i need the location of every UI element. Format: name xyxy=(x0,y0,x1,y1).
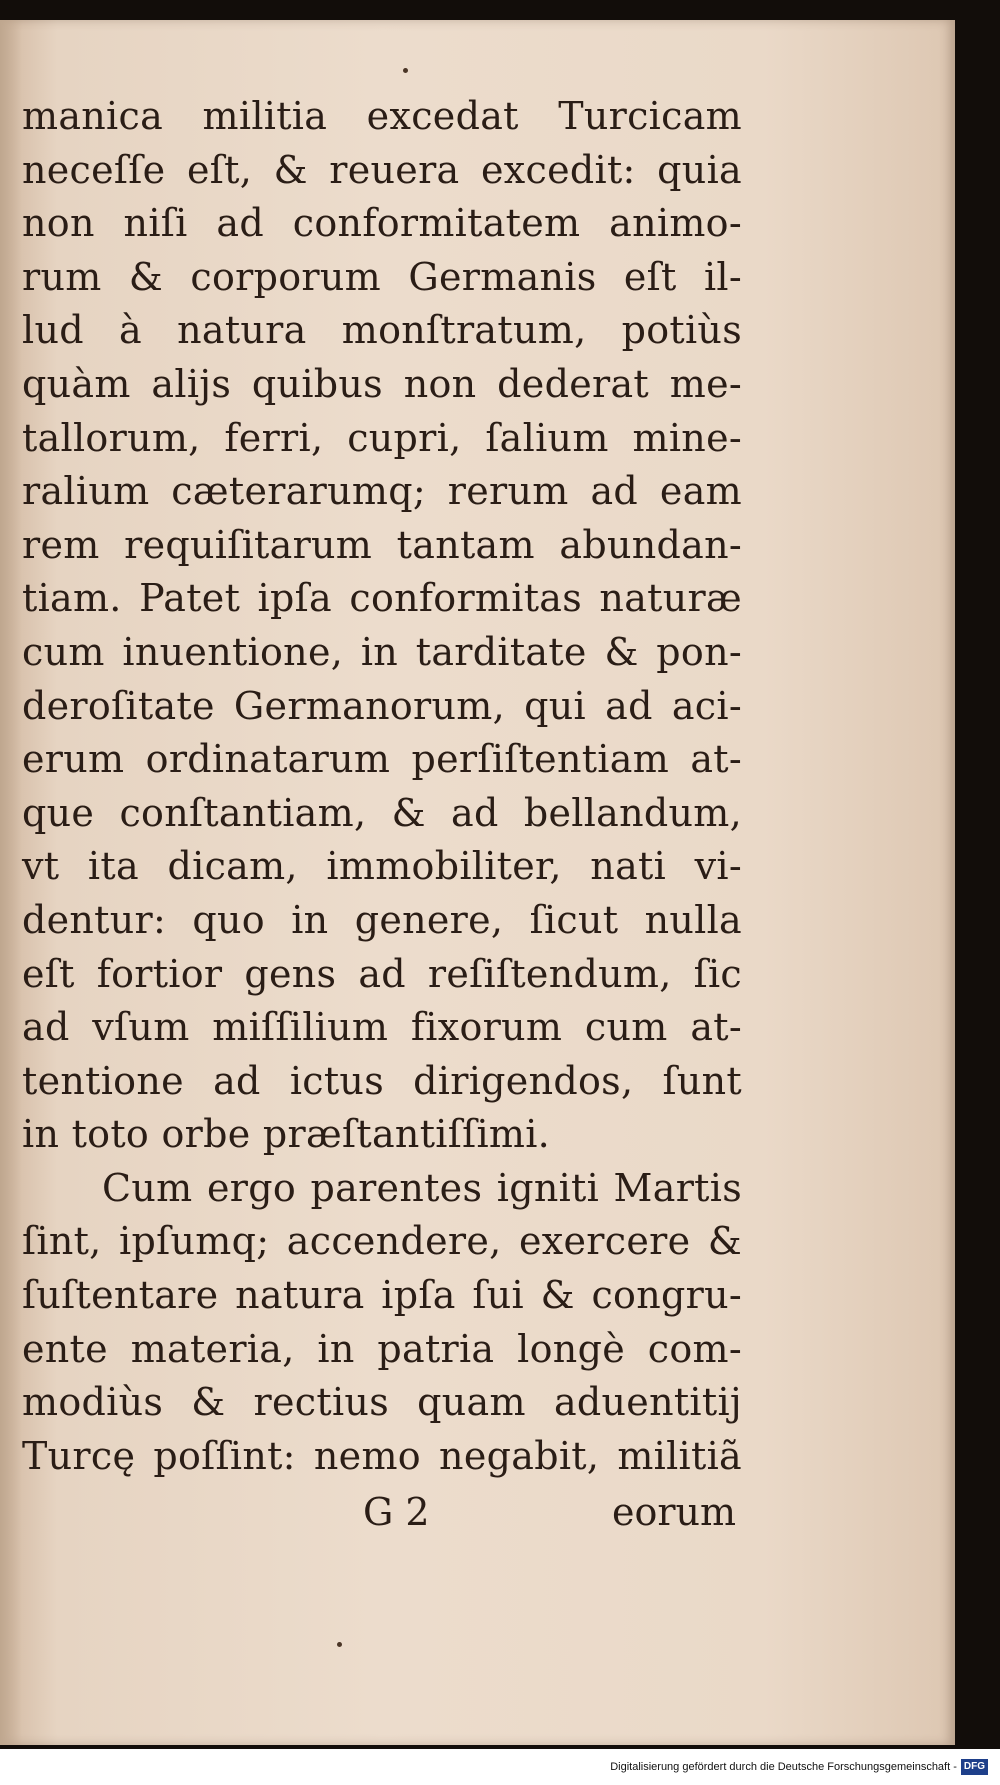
digitization-credit xyxy=(604,1753,992,1781)
text-line: ſuſtentare natura ipſa ſui & congru- xyxy=(22,1273,742,1318)
text-line: Cum ergo parentes igniti Martis xyxy=(102,1165,742,1210)
text-line: ralium cæterarumq; rerum ad eam xyxy=(22,469,742,514)
text-line: rum & corporum Germanis eſt il- xyxy=(22,254,742,299)
text-line: non niſi ad conformitatem animo- xyxy=(22,201,742,246)
credit-text: Digitalisierung gefördert durch die Deutsche Forschungsgemeinschaft - xyxy=(610,1761,957,1773)
page-gutter-shadow xyxy=(0,20,22,1745)
text-line: neceſſe eſt, & reuera excedit: quia xyxy=(22,147,742,192)
text-line: lud à natura monſtratum, potiùs xyxy=(22,308,742,353)
ink-speck xyxy=(403,68,408,73)
text-line: cum inuentione, in tarditate & pon- xyxy=(22,629,742,674)
page-footer xyxy=(0,1490,1000,1540)
text-line: manica militia excedat Turcicam xyxy=(22,94,742,138)
text-line: quàm alijs quibus non dederat me- xyxy=(22,361,742,406)
text-line: eſt fortior gens ad reſiſtendum, ſic xyxy=(22,951,742,996)
text-line: in toto orbe præſtantiſſimi. xyxy=(22,1112,551,1157)
text-line: vt ita dicam, immobiliter, nati vi- xyxy=(22,844,742,889)
text-line: deroſitate Germanorum, qui ad aci- xyxy=(22,683,742,728)
text-line: que conſtantiam, & ad bellandum, xyxy=(22,790,742,835)
dfg-logo-icon: DFG xyxy=(961,1759,988,1775)
text-line: rem requiſitarum tantam abundan- xyxy=(22,522,742,567)
page-text xyxy=(22,90,742,1483)
text-line: modiùs & rectius quam aduentitij xyxy=(22,1380,742,1425)
catchword: eorum xyxy=(612,1490,737,1534)
text-line: tallorum, ferri, cupri, ſalium mine- xyxy=(22,415,742,460)
text-line: tentione ad ictus dirigendos, ſunt xyxy=(22,1058,742,1103)
text-line: Turcę poſſint: nemo negabit, militiã xyxy=(22,1433,742,1478)
text-line: ente materia, in patria longè com- xyxy=(22,1326,742,1371)
signature-mark: G 2 xyxy=(363,1490,430,1534)
text-line: dentur: quo in genere, ſicut nulla xyxy=(22,897,742,942)
text-line: tiam. Patet ipſa conformitas naturæ xyxy=(22,576,742,621)
text-line: erum ordinatarum perſiſtentiam at- xyxy=(22,737,742,782)
text-line: ſint, ipſumq; accendere, exercere & xyxy=(22,1219,742,1264)
ink-speck xyxy=(337,1642,342,1647)
text-line: ad vſum miſſilium fixorum cum at- xyxy=(22,1005,742,1050)
